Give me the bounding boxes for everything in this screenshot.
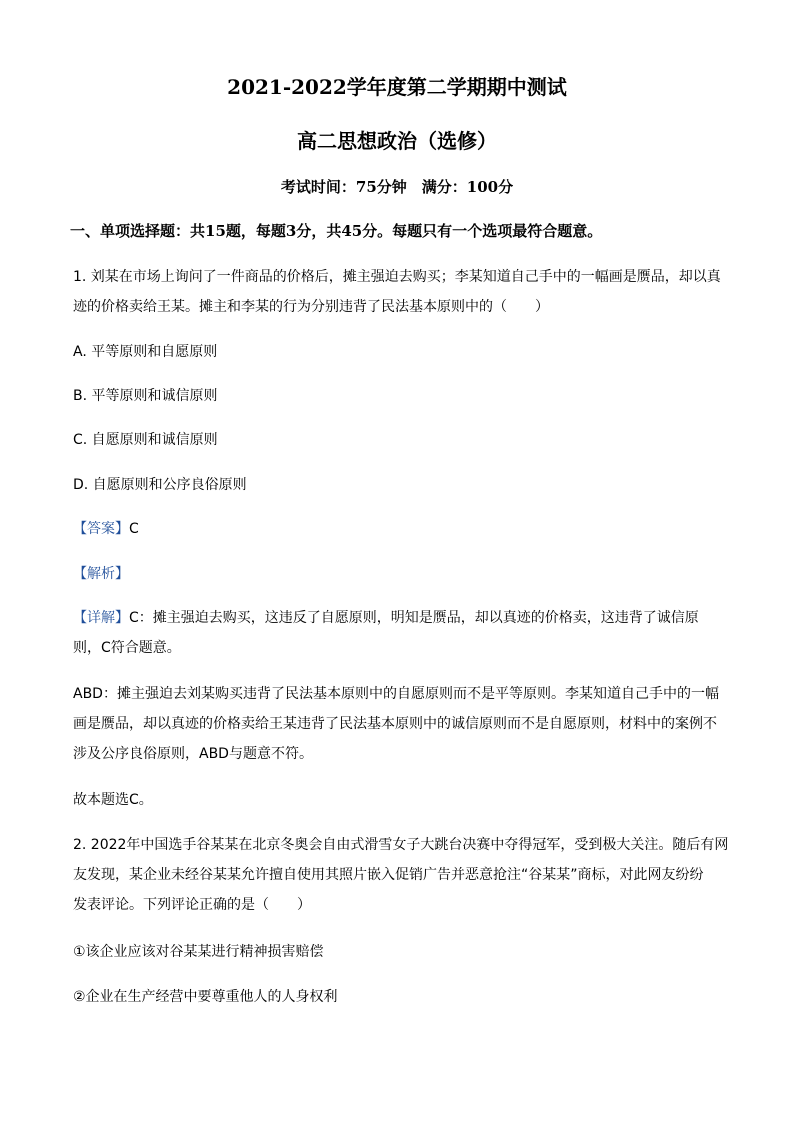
abd-line: ABD：摊主强迫去刘某购买违背了民法基本原则中的自愿原则而不是平等原则。李某知道自己手中的一幅: [73, 686, 719, 702]
question-1-stem: [73, 262, 725, 322]
section-heading: 一、单项选择题：共15题，每题3分，共45分。每题只有一个选项最符合题意。: [70, 222, 603, 240]
detail-line: 则，C符合题意。: [73, 640, 181, 656]
statement-1: ①该企业应该对谷某某进行精神损害赔偿: [73, 944, 324, 960]
detail-line: [73, 603, 725, 633]
detail-text: C：摊主强迫去购买，这违反了自愿原则，明知是赝品，却以真迹的价格卖，这违背了诚信原: [129, 610, 699, 626]
abd-line: 画是赝品，却以真迹的价格卖给王某违背了民法基本原则中的诚信原则而不是自愿原则，材料中的案例不: [73, 716, 717, 732]
exam-info: 考试时间：75分钟 满分：100分: [280, 178, 514, 196]
analysis-line: [73, 559, 725, 589]
abd-paragraph: [73, 679, 725, 769]
conclusion: 故本题选C。: [73, 792, 153, 808]
answer-value: C: [129, 521, 139, 537]
question-1-stem-line: 迹的价格卖给王某。摊主和李某的行为分别违背了民法基本原则中的（ ）: [73, 299, 549, 315]
question-2-stem-line: 友发现，某企业未经谷某某允许擅自使用其照片嵌入促销广告并恶意抢注“谷某某”商标，对此网友纷纷: [73, 867, 704, 883]
option-b: B. 平等原则和诚信原则: [73, 388, 218, 404]
detail-tag: 【详解】: [73, 610, 129, 626]
answer-tag: 【答案】: [73, 521, 129, 537]
statement-2: ②企业在生产经营中要尊重他人的人身权利: [73, 989, 338, 1005]
question-2-stem-line: 2. 2022年中国选手谷某某在北京冬奥会自由式滑雪女子大跳台决赛中夺得冠军，受到极大关注。随后有网: [73, 837, 729, 853]
detail-paragraph: [73, 603, 725, 663]
answer-line: [73, 514, 725, 544]
question-2-stem: [73, 830, 729, 920]
option-a: A. 平等原则和自愿原则: [73, 344, 218, 360]
option-d: D. 自愿原则和公序良俗原则: [73, 477, 247, 493]
question-2-stem-line: 发表评论。下列评论正确的是（ ）: [73, 897, 311, 913]
abd-line: 涉及公序良俗原则，ABD与题意不符。: [73, 746, 313, 762]
exam-title: 2021-2022学年度第二学期期中测试: [227, 75, 567, 99]
analysis-tag: 【解析】: [73, 566, 129, 582]
subject-title: 高二思想政治（选修）: [297, 129, 497, 153]
option-c: C. 自愿原则和诚信原则: [73, 432, 218, 448]
question-1-stem-line: 1. 刘某在市场上询问了一件商品的价格后，摊主强迫去购买；李某知道自己手中的一幅画是赝品，却以真: [73, 269, 721, 285]
